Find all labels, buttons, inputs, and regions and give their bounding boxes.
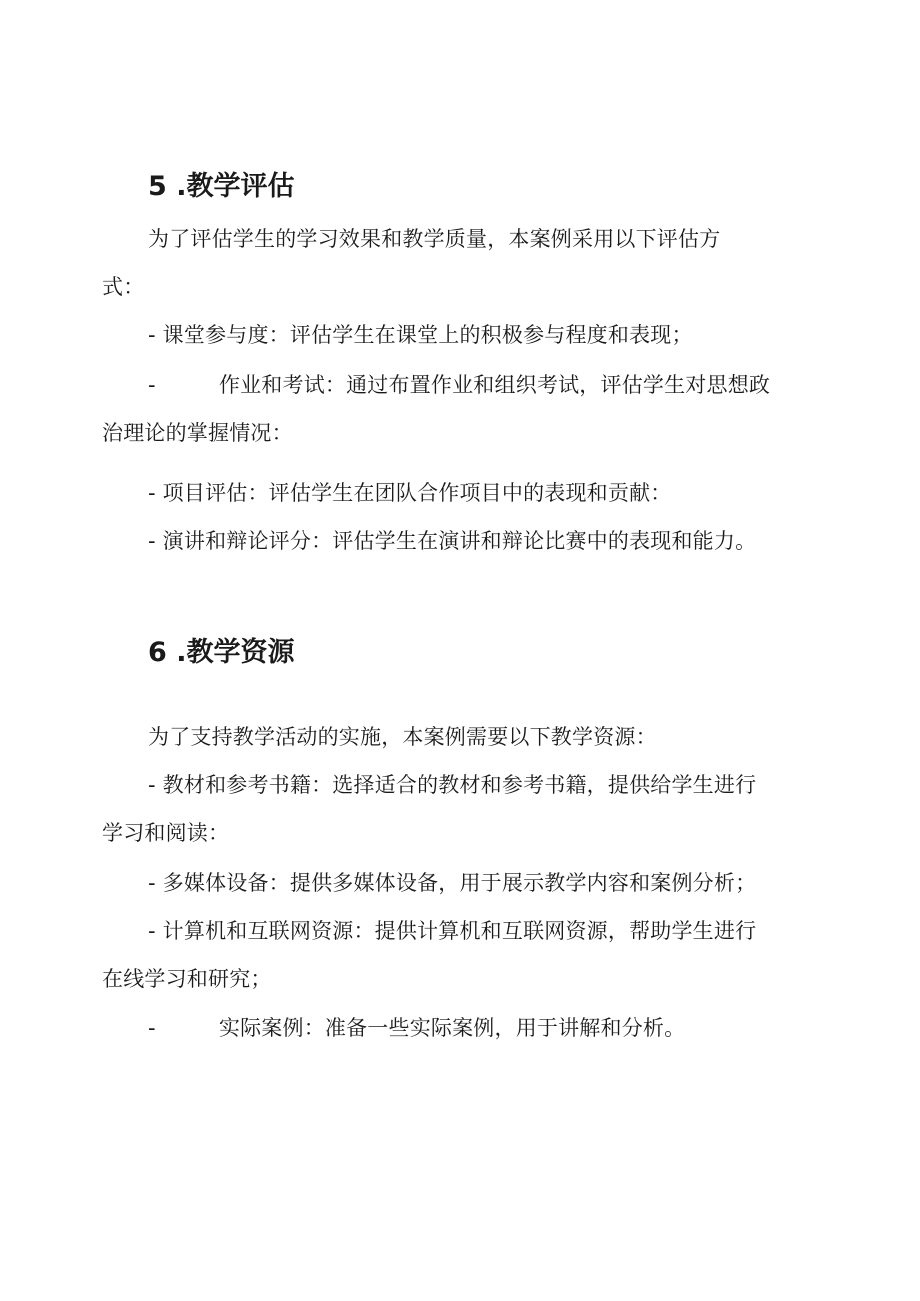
section-6-title: .教学资源 — [176, 637, 295, 668]
section-5-title: .教学评估 — [176, 171, 295, 202]
item-text: 实际案例：准备一些实际案例，用于讲解和分析。 — [218, 1016, 686, 1040]
bullet-dash: - — [148, 919, 156, 943]
item-text: 多媒体设备：提供多媒体设备，用于展示教学内容和案例分析； — [162, 871, 757, 895]
item-text: 项目评估：评估学生在团队合作项目中的表现和贡献： — [162, 481, 672, 505]
bullet-dash: - — [148, 871, 156, 895]
section-6-heading — [148, 636, 294, 670]
section-5-item-1 — [148, 320, 693, 350]
section-6-item-2 — [148, 868, 756, 898]
item-text: 演讲和辩论评分：评估学生在演讲和辩论比赛中的表现和能力。 — [162, 529, 757, 553]
item-text: 教材和参考书籍：选择适合的教材和参考书籍，提供给学生进行 — [162, 773, 757, 797]
bullet-dash: - — [148, 481, 156, 505]
item-text: 作业和考试：通过布置作业和组织考试，评估学生对思想政 — [218, 373, 771, 397]
bullet-dash: - — [148, 1016, 156, 1040]
bullet-dash: - — [148, 373, 156, 397]
section-5-item-2 — [148, 370, 770, 400]
section-5-item-3 — [148, 478, 671, 508]
section-6-item-3-continuation: 在线学习和研究； — [102, 967, 272, 991]
bullet-dash: - — [148, 529, 156, 553]
section-6-item-1 — [148, 770, 756, 800]
section-5-number: 5 — [148, 171, 167, 202]
section-6-item-3 — [148, 916, 756, 946]
section-5-heading — [148, 170, 294, 204]
section-6-item-1-continuation: 学习和阅读： — [102, 821, 230, 845]
item-text: 课堂参与度：评估学生在课堂上的积极参与程度和表现； — [162, 323, 693, 347]
bullet-dash: - — [148, 773, 156, 797]
section-5-intro-line1: 为了评估学生的学习效果和教学质量，本案例采用以下评估方 — [148, 227, 721, 251]
bullet-dash: - — [148, 323, 156, 347]
section-5-intro-line2: 式： — [102, 275, 145, 299]
section-6-item-4 — [148, 1013, 685, 1043]
item-text: 计算机和互联网资源：提供计算机和互联网资源，帮助学生进行 — [162, 919, 757, 943]
section-5-item-4 — [148, 526, 756, 556]
section-6-number: 6 — [148, 637, 167, 668]
section-6-intro-line1: 为了支持教学活动的实施，本案例需要以下教学资源： — [148, 725, 657, 749]
section-5-item-2-continuation: 治理论的掌握情况： — [102, 421, 293, 445]
